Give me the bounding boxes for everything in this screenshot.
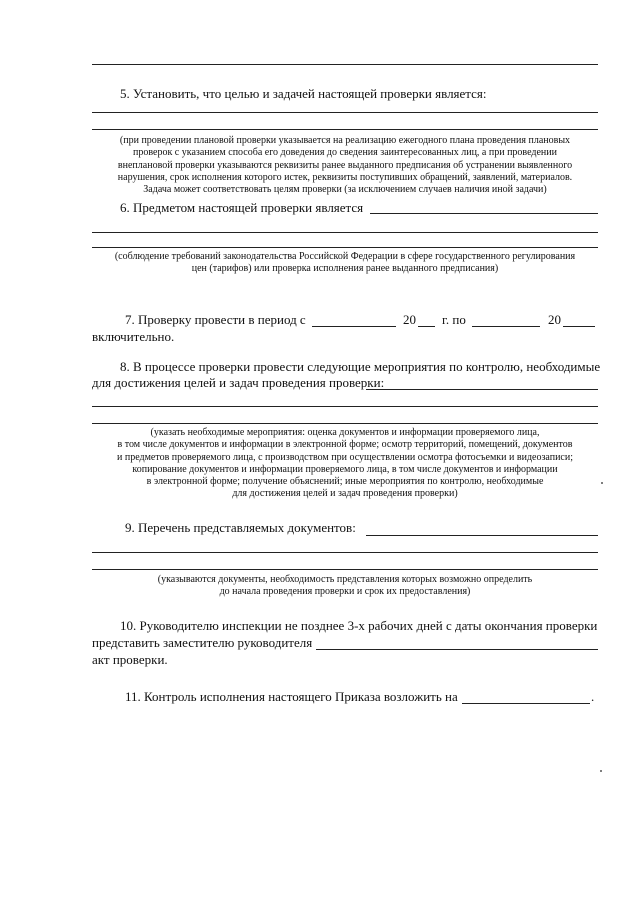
note-line: (указываются документы, необходимость представления которых возможно определить xyxy=(157,574,533,585)
item-11-inline-line xyxy=(462,703,590,704)
item-7-year1: 20 xyxy=(403,312,416,327)
item-7-prefix: 7. Проверку провести в период с xyxy=(125,312,306,327)
item-8-inline-line xyxy=(366,389,598,390)
item-5-note xyxy=(92,135,598,196)
item-5-fill-line-1 xyxy=(92,112,598,113)
item-6-fill-line-2 xyxy=(92,247,598,248)
scan-speck xyxy=(601,482,603,484)
item-8-fill-line-2 xyxy=(92,423,598,424)
item-10-line3: акт проверки. xyxy=(92,652,168,667)
item-8-note xyxy=(92,427,598,501)
note-line: в электронной форме; получение объяснений; иные мероприятия по контролю, необходимые xyxy=(146,476,544,488)
note-line: нарушения, срок исполнения которого истек, реквизиты поступивших обращений, заявлений, материалов. xyxy=(117,171,573,183)
item-10-line1: 10. Руководителю инспекции не позднее 3-х рабочих дней с даты окончания проверки xyxy=(120,618,598,633)
item-7-po: г. по xyxy=(442,312,466,327)
note-line: (при проведении плановой проверки указывается на реализацию ежегодного плана проведения плановых xyxy=(119,135,571,146)
item-6-text: 6. Предметом настоящей проверки является xyxy=(120,200,364,215)
item-5-text: 5. Установить, что целью и задачей настоящей проверки является: xyxy=(120,86,487,101)
item-11-text: 11. Контроль исполнения настоящего Приказа возложить на xyxy=(125,689,458,704)
item-9-fill-line-2 xyxy=(92,569,598,570)
item-7-year2: 20 xyxy=(548,312,561,327)
item-6-inline-line xyxy=(370,213,598,214)
item-6-note xyxy=(92,251,598,276)
item-8-line2: для достижения целей и задач проведения проверки: xyxy=(92,375,385,390)
item-9-text: 9. Перечень представляемых документов: xyxy=(125,520,356,535)
item-6-fill-line-1 xyxy=(92,232,598,233)
note-line: (указать необходимые мероприятия: оценка документов и информации проверяемого лица, xyxy=(150,427,540,438)
note-line: проверок с указанием способа его доведения до сведения заинтересованных лиц, а при проведении xyxy=(133,147,557,159)
item-8-line1: 8. В процессе проверки провести следующие мероприятия по контролю, необходимые xyxy=(120,359,601,374)
note-line: Задача может соответствовать целям проверки (за исключением случаев наличия иной задачи) xyxy=(143,184,547,196)
item-7-date-to-line xyxy=(472,326,540,327)
note-line: в том числе документов и информации в электронной форме; осмотр территорий, помещений, документов xyxy=(117,439,573,451)
item-9-inline-line xyxy=(366,535,598,536)
top-rule xyxy=(92,64,598,65)
scan-speck xyxy=(600,770,602,772)
item-7-line2: включительно. xyxy=(92,329,175,344)
note-line: для достижения целей и задач проведения проверки) xyxy=(232,488,458,500)
note-line: до начала проведения проверки и срок их предоставления) xyxy=(219,586,471,598)
item-7-year2-line xyxy=(563,326,595,327)
item-5-fill-line-2 xyxy=(92,129,598,130)
note-line: внеплановой проверки указываются реквизиты ранее выданного предписания об устранении выявленного xyxy=(117,159,573,171)
item-9-fill-line-1 xyxy=(92,552,598,553)
item-9-note xyxy=(92,574,598,599)
item-10-inline-line xyxy=(316,649,598,650)
item-8-fill-line-1 xyxy=(92,406,598,407)
note-line: цен (тарифов) или проверка исполнения ранее выданного предписания) xyxy=(191,263,499,275)
note-line: (соблюдение требований законодательства Российской Федерации в сфере государственного регулирования xyxy=(114,251,576,262)
item-7-year1-line xyxy=(418,326,435,327)
item-10-line2: представить заместителю руководителя xyxy=(92,635,313,650)
item-7-date-from-line xyxy=(312,326,396,327)
item-11-end: . xyxy=(591,689,595,704)
note-line: копирование документов и информации проверяемого лица, в том числе документов и информации xyxy=(132,463,558,475)
note-line: и предметов проверяемого лица, с производством при осуществлении осмотра фотосъемки и видеозаписи; xyxy=(116,451,573,463)
